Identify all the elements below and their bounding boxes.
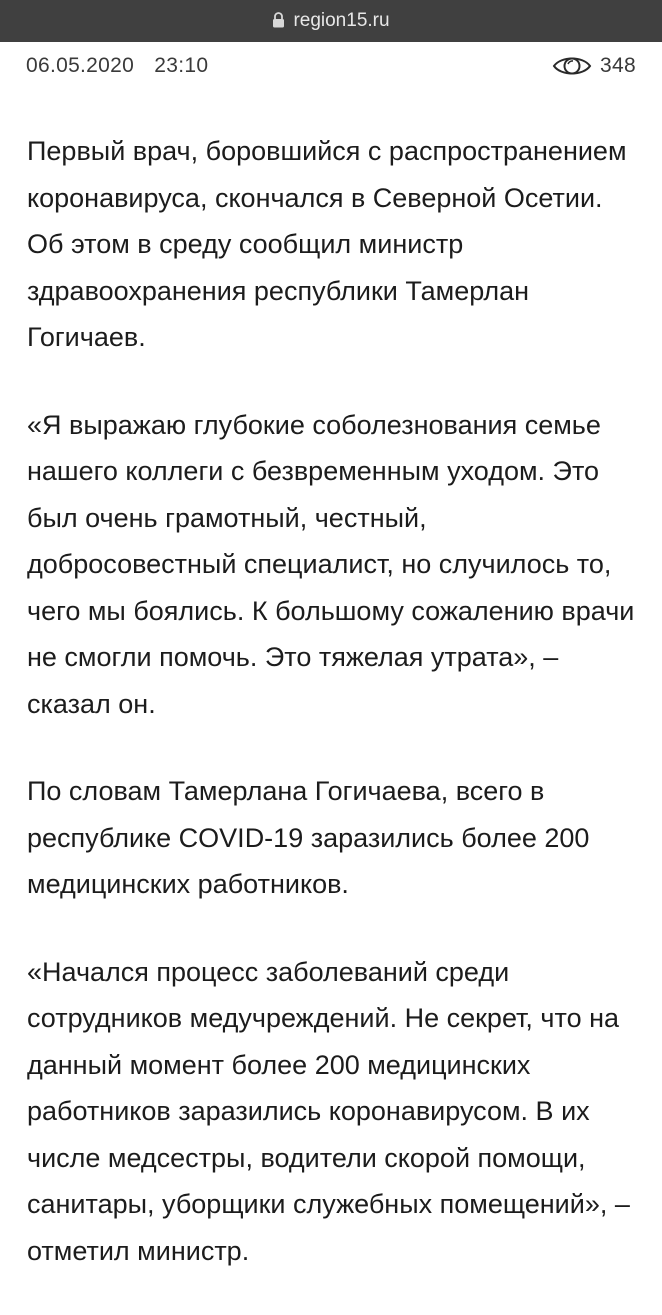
- eye-icon: [552, 54, 592, 78]
- browser-url[interactable]: region15.ru: [293, 10, 390, 31]
- browser-address-bar[interactable]: [0, 0, 662, 42]
- publish-date: 06.05.2020: [26, 54, 135, 77]
- view-counter: [552, 54, 636, 78]
- publish-datetime: [26, 54, 208, 78]
- article-meta: [26, 50, 636, 82]
- publish-time: 23:10: [154, 54, 209, 77]
- article-paragraph: Первый врач, боровшийся с распространением коронавируса, скончался в Северной Осетии. Об этом в среду сообщил министр здравоохранения республики Тамерлан Гогичаев.: [27, 136, 627, 352]
- article-paragraph: По словам Тамерлана Гогичаева, всего в республике COVID-19 заразились более 200 медицинских работников.: [27, 776, 590, 899]
- view-count: 348: [600, 54, 636, 77]
- article-paragraph: «Я выражаю глубокие соболезнования семье нашего коллеги с безвременным уходом. Это был очень грамотный, честный, добросовестный специалист, но случилось то, чего мы боялись. К большому сожалению врачи не смогли помочь. Это тяжелая утрата», – сказал он.: [27, 409, 635, 719]
- article-body: [27, 128, 637, 1315]
- lock-icon: [272, 12, 285, 28]
- article-paragraph: «Начался процесс заболеваний среди сотрудников медучреждений. Не секрет, что на данный момент более 200 медицинских работников заразились коронавирусом. В их числе медсестры, водители скорой помощи, санитары, уборщики служебных помещений», – отметил министр.: [27, 956, 630, 1266]
